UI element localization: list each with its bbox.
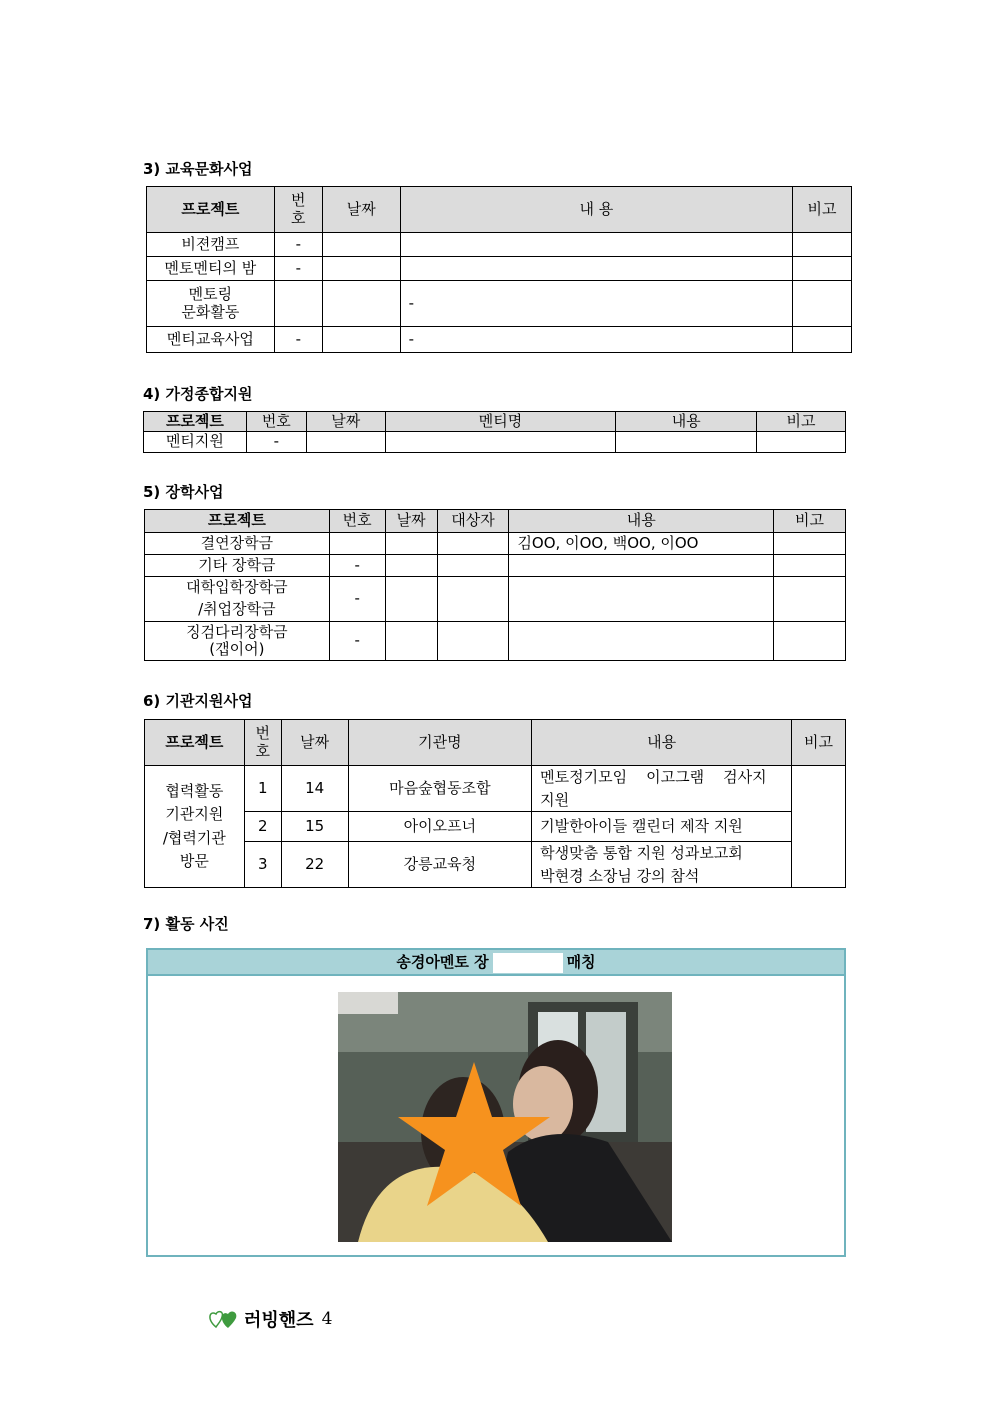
cell-content: - — [400, 327, 792, 353]
header-date: 날짜 — [306, 412, 385, 432]
cell-project: 비젼캠프 — [147, 233, 275, 257]
cell-number: - — [329, 555, 385, 577]
cell-number: 3 — [244, 842, 281, 888]
cell-date — [306, 432, 385, 453]
header-note: 비고 — [774, 510, 846, 533]
cell-note — [774, 577, 846, 622]
cell-org: 아이오프너 — [348, 812, 532, 842]
table-row — [147, 257, 852, 281]
cell-project: 멘토멘티의 밤 — [147, 257, 275, 281]
cell-project: 징검다리장학금 (갭이어) — [145, 622, 330, 661]
cell-number: - — [274, 233, 322, 257]
header-content: 내용 — [532, 720, 792, 766]
cell-mentee — [385, 432, 616, 453]
cell-number: 2 — [244, 812, 281, 842]
cell-note — [774, 555, 846, 577]
table-family-support — [143, 411, 846, 453]
cell-note — [774, 622, 846, 661]
cell-org: 마음숲협동조합 — [348, 766, 532, 812]
brand-name: 러빙핸즈 — [244, 1310, 314, 1331]
cell-date — [385, 577, 437, 622]
cell-number — [274, 281, 322, 327]
cell-note — [792, 766, 846, 888]
cell-target — [437, 622, 509, 661]
cell-note — [793, 281, 852, 327]
cell-project: 협력활동 기관지원 /협력기관 방문 — [145, 766, 245, 888]
cell-date: 14 — [281, 766, 348, 812]
section-title-4: 4) 가정종합지원 — [143, 385, 253, 403]
cell-date: 15 — [281, 812, 348, 842]
photo-illustration — [338, 992, 672, 1242]
section-title-5: 5) 장학사업 — [143, 483, 224, 501]
content-line: 박현경 소장님 강의 참석 — [540, 866, 700, 885]
photo-caption — [148, 950, 844, 976]
section-title-3: 3) 교육문화사업 — [143, 160, 253, 178]
cell-date — [322, 233, 400, 257]
cell-date: 22 — [281, 842, 348, 888]
content-line: 멘토정기모임 이고그램 검사지 — [540, 768, 767, 786]
table-row — [145, 533, 846, 555]
cell-content — [616, 432, 757, 453]
cell-content — [400, 257, 792, 281]
header-project: 프로젝트 — [145, 720, 245, 766]
table-row — [145, 555, 846, 577]
photo-caption-right: 매칭 — [566, 953, 596, 971]
header-content: 내용 — [509, 510, 774, 533]
table-row — [145, 577, 846, 622]
cell-project: 대학입학장학금 /취업장학금 — [145, 577, 330, 622]
table-education-culture — [146, 186, 852, 353]
header-number: 번 호 — [274, 187, 322, 233]
header-date: 날짜 — [385, 510, 437, 533]
page-number: 4 — [321, 1309, 333, 1329]
table-row — [147, 281, 852, 327]
activity-photo — [338, 992, 672, 1242]
section-title-7: 7) 활동 사진 — [143, 915, 229, 933]
table-institution-support — [144, 719, 846, 888]
table-row — [147, 327, 852, 353]
cell-date — [322, 257, 400, 281]
cell-note — [774, 533, 846, 555]
header-target: 대상자 — [437, 510, 509, 533]
cell-target — [437, 577, 509, 622]
content-line: 지원 — [540, 790, 570, 809]
cell-number: - — [329, 577, 385, 622]
table-row — [144, 432, 846, 453]
cell-note — [793, 257, 852, 281]
cell-project: 결연장학금 — [145, 533, 330, 555]
cell-project: 멘티교육사업 — [147, 327, 275, 353]
table-row — [145, 622, 846, 661]
cell-note — [793, 327, 852, 353]
header-project: 프로젝트 — [145, 510, 330, 533]
cell-project: 멘티지원 — [144, 432, 247, 453]
cell-content — [400, 233, 792, 257]
footer — [208, 1306, 332, 1332]
section-title-6: 6) 기관지원사업 — [143, 692, 253, 710]
cell-target — [437, 533, 509, 555]
content-line: 기발한아이들 캘린더 제작 지원 — [540, 816, 743, 835]
heart-logo-icon — [208, 1307, 238, 1331]
cell-content — [532, 812, 792, 842]
header-number: 번 호 — [244, 720, 281, 766]
cell-number: 1 — [244, 766, 281, 812]
header-date: 날짜 — [322, 187, 400, 233]
header-content: 내용 — [616, 412, 757, 432]
header-number: 번호 — [246, 412, 306, 432]
header-note: 비고 — [757, 412, 846, 432]
header-content: 내 용 — [400, 187, 792, 233]
cell-content — [532, 842, 792, 888]
table-row — [145, 812, 846, 842]
cell-number: - — [274, 257, 322, 281]
cell-date — [385, 555, 437, 577]
cell-date — [385, 533, 437, 555]
cell-note — [793, 233, 852, 257]
cell-number: - — [329, 622, 385, 661]
cell-content — [509, 555, 774, 577]
content-line: 학생맞춤 통합 지원 성과보고회 — [540, 844, 743, 862]
redaction-mask — [493, 953, 563, 973]
header-mentee: 멘티명 — [385, 412, 616, 432]
cell-org: 강릉교육청 — [348, 842, 532, 888]
activity-photo-box — [146, 948, 846, 1257]
header-project: 프로젝트 — [144, 412, 247, 432]
header-project: 프로젝트 — [147, 187, 275, 233]
cell-content: 김OO, 이OO, 백OO, 이OO — [509, 533, 774, 555]
cell-content — [532, 766, 792, 812]
cell-number: - — [246, 432, 306, 453]
header-note: 비고 — [792, 720, 846, 766]
cell-project: 기타 장학금 — [145, 555, 330, 577]
table-scholarship — [144, 509, 846, 661]
header-date: 날짜 — [281, 720, 348, 766]
photo-caption-left: 송경아멘토 장 — [396, 953, 489, 971]
cell-content — [509, 622, 774, 661]
table-row — [145, 842, 846, 888]
cell-content — [509, 577, 774, 622]
header-org: 기관명 — [348, 720, 532, 766]
header-number: 번호 — [329, 510, 385, 533]
cell-number — [329, 533, 385, 555]
cell-content: - — [400, 281, 792, 327]
cell-number: - — [274, 327, 322, 353]
cell-date — [385, 622, 437, 661]
cell-date — [322, 281, 400, 327]
header-note: 비고 — [793, 187, 852, 233]
table-row — [147, 233, 852, 257]
table-row — [145, 766, 846, 812]
cell-target — [437, 555, 509, 577]
cell-date — [322, 327, 400, 353]
cell-note — [757, 432, 846, 453]
cell-project: 멘토링 문화활동 — [147, 281, 275, 327]
